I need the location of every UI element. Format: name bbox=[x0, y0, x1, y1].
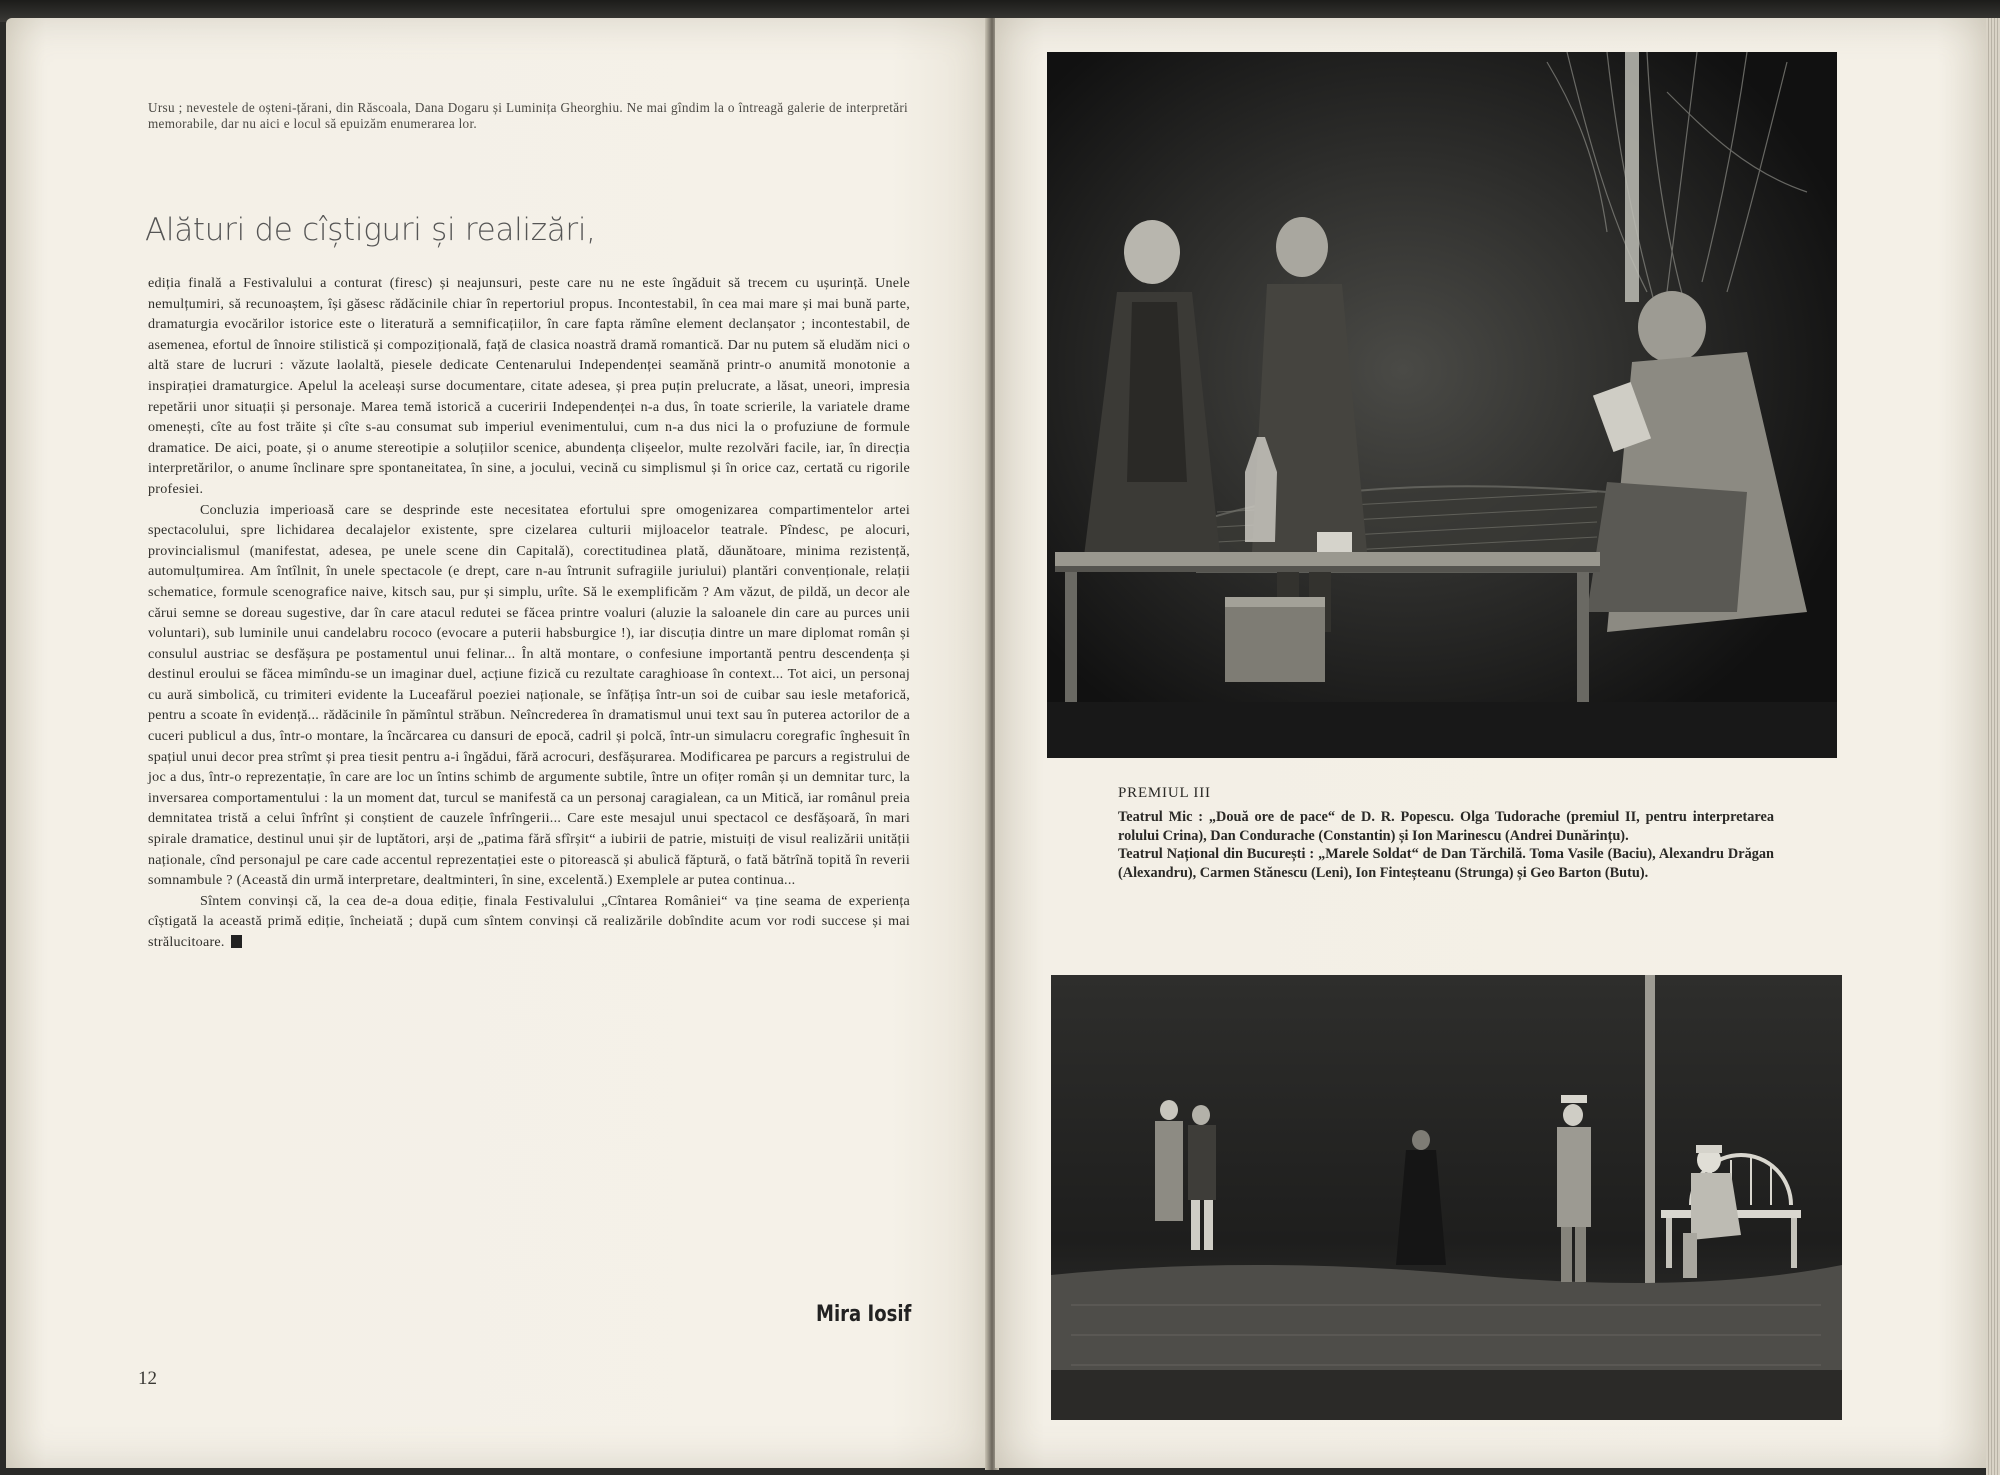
intro-paragraph: Ursu ; nevestele de oșteni-țărani, din Răscoala, Dana Dogaru și Luminița Gheorghiu. Ne mai gîndim la o întreagă galerie de interpretări memorabile, dar nu aici e locul să epuizăm enumerarea lor. bbox=[148, 100, 908, 131]
body-paragraph-text: Sîntem convinși că, la cea de-a doua ediție, finala Festivalului „Cîntarea României“ va ține seama de experiența cîștigată la această primă ediție, încheiată ; după cum sîntem convinși că realizările dobîndite acum vor rodi succese și mai strălucitoare. bbox=[148, 892, 910, 950]
section-heading: Alături de cîștiguri și realizări, bbox=[145, 212, 596, 248]
award-label: PREMIUL III bbox=[1118, 785, 1211, 801]
page-number: 12 bbox=[138, 1368, 157, 1389]
photo-caption bbox=[1118, 808, 1774, 882]
book-page-edges bbox=[1986, 18, 2000, 1475]
stage-photo-top bbox=[1047, 52, 1837, 758]
caption-line: Teatrul Național din București : „Marele Soldat“ de Dan Tărchilă. Toma Vasile (Baciu), Alexandru Drăgan (Alexandru), Carmen Stănescu (Leni), Ion Finteșteanu (Strunga) și Geo Barton (Butu). bbox=[1118, 846, 1774, 881]
stage-photo-bottom bbox=[1051, 975, 1842, 1420]
body-paragraph-last bbox=[148, 891, 910, 953]
caption-line: Teatrul Mic : „Două ore de pace“ de D. R. Popescu. Olga Tudorache (premiul II, pentru interpretarea rolului Crina), Dan Condurache (Constantin) și Ion Marinescu (Andrei Dunărințu). bbox=[1118, 809, 1774, 844]
body-paragraph: ediția finală a Festivalului a conturat (firesc) și neajunsuri, peste care nu ne este îngăduit să trecem cu ușurință. Unele nemulțumiri, să recunoaștem, își găsesc rădăcinile chiar în repertoriul propus. Incontestabil, în cea mai mare și mai bună parte, dramaturgia evocărilor istorice este o literatură a semnificațiilor, în care fapta rămîne element declanșator ; incontestabil, de asemenea, efortul de înnoire stilistică și compozițională, față de clasica noastră dramă romantică. Dar nu putem să eludăm nici o altă stare de lucruri : văzute laolaltă, piesele dedicate Centenarului Independenței seamănă printr-o anumită monotonie a inspirației dramaturgice. Apelul la aceleași surse documentare, citate adesea, și prea puțin prelucrate, a lăsat, uneori, impresia repetării unor situații și personaje. Marea temă istorică a cuceririi Independenței n-a dus, în toate scrierile, la variatele drame omenești, cîte au fost trăite și cîte s-au consumat sub imperiul evenimentului, cum n-a dus nici la o profuziune de formule dramatice. De aici, poate, și o anume stereotipie a soluțiilor scenice, abundența clișeelor, multe rezolvări facile, iar, în direcția interpretărilor, o anume înclinare spre spontaneitatea, în sine, a jocului, vecină cu simplismul și în orice caz, certată cu rigorile profesiei. bbox=[148, 275, 910, 497]
end-of-article-mark bbox=[231, 935, 242, 948]
article-body bbox=[148, 273, 910, 953]
author-signature: Mira Iosif bbox=[816, 1302, 912, 1327]
body-paragraph: Concluzia imperioasă care se desprinde este necesitatea efortului spre omogenizarea compartimentelor artei spectacolului, spre lichidarea decalajelor existente, spre cizelarea culturii mijloacelor teatrale. Pîndesc, pe alocuri, provincialismul (manifestat, adesea, pe unele scene din Capitală), corectitudinea plată, dăunătoare, minima rezistență, automulțumirea. Am întîlnit, în unele spectacole (e drept, care n-au întrunit sufragiile juriului) plantări convenționale, relații schematice, formule scenografice naive, kitsch sau, pur și simplu, urîte. Să le exemplificăm ? Am văzut, de pildă, un decor ale cărui semne se doreau sugestive, dar în care atacul redutei se făcea printre voaluri (aluzie la saloanele din care au purces unii voluntari), sub luminile unui candelabru rococo (evocare a puterii habsburgice !), iar discuția dintre un mare diplomat român și consulul austriac se desfășura pe postamentul unui felinar... În altă montare, o confesiune importantă pentru descendența și destinul eroului se făcea mimîndu-se un imaginar duel, acțiune fizică cu rezultate caraghioase în context... Tot aici, un personaj cu aură simbolică, cu trimiteri evidente la Luceafărul poeziei naționale, se înfățișa într-un soi de cuibar sau iesle metaforică, pentru a scoate în evidență... rădăcinile în pămîntul străbun. Neîncrederea în dramatismul unui text sau în puterea actorilor de a cuceri publicul a dus, într-o montare, la încărcarea cu dansuri de epocă, cadril și polcă, într-un simulacru coregrafic înghesuit în spațiul unui decor prea strîmt și prea tiesit pentru a-i îngădui, fără acrocuri, desfășurarea. Modificarea pe parcurs a registrului de joc a dus, într-o reprezentație, în care are loc un întins schimb de argumente subtile, între un ofițer român și un demnitar turc, la inversarea comportamentului : la un moment dat, turcul se manifestă ca un personaj caragialean, ca un Mitică, iar românul preia demnitatea tristă a celui înfrînt și conștient de cauzele înfrîngerii... Care este mesajul unui spectacol ce desfășoară, în mari spirale dramatice, destinul unui șir de luptători, arși de „patima fără sfîrșit“ a iubirii de patrie, mistuiți de visul realizării unității naționale, cînd personajul pe care cade accentul reprezentației este o pitorească și abulică făptură, o fată bătrînă topită în reverii somnambule ? (Această din urmă interpretare, dealtminteri, în sine, excelentă.) Exemplele ar putea continua... bbox=[148, 501, 910, 889]
